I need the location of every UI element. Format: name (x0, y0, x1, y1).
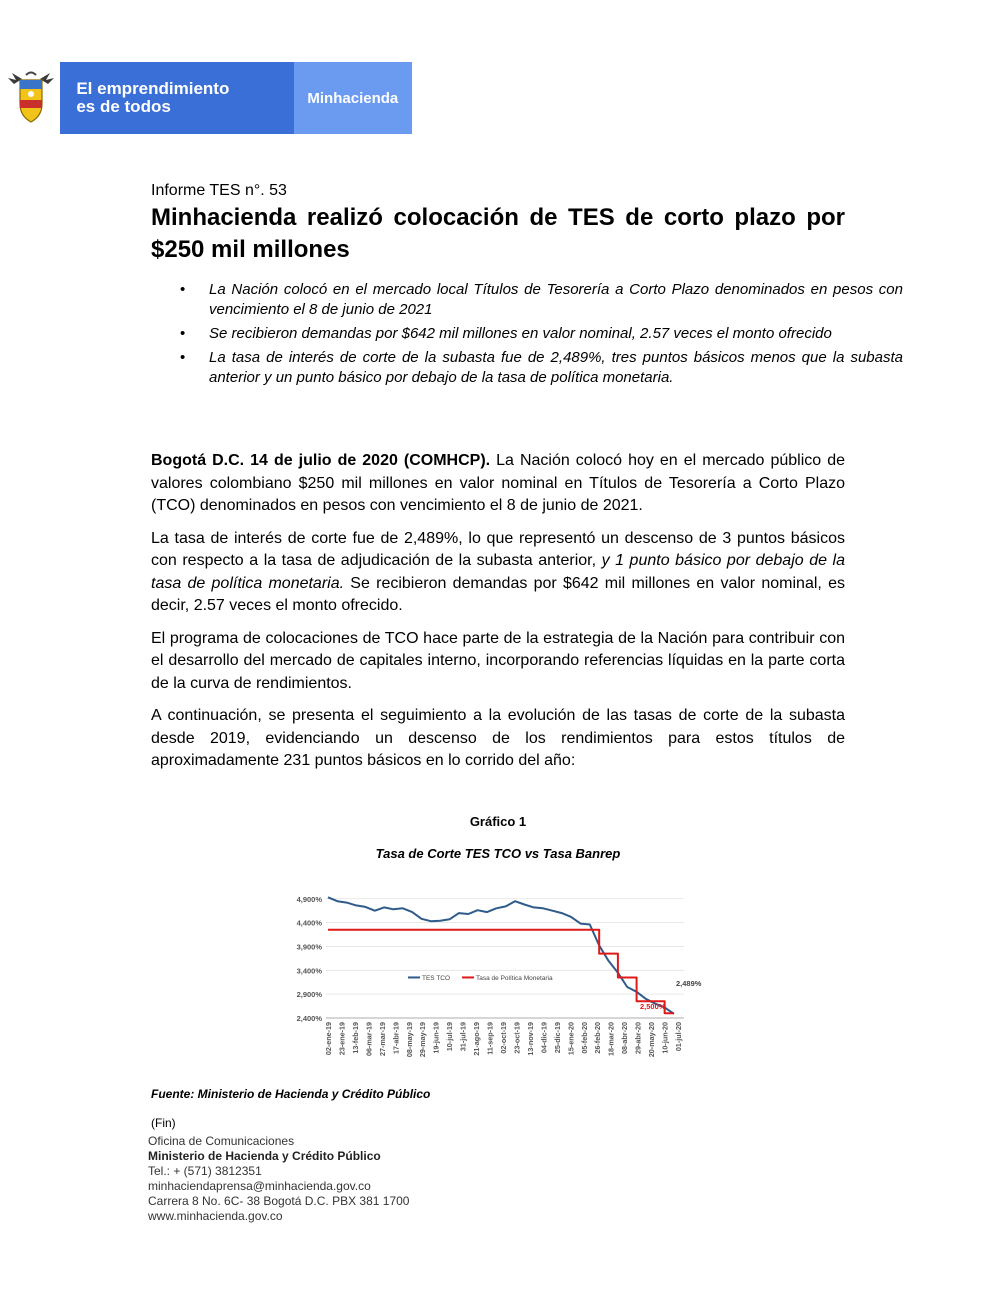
x-tick-label: 26-feb-20 (593, 1022, 603, 1054)
paragraph-2-text-a: La tasa de interés de corte fue de 2,489%, lo que representó un descenso de 3 puntos básicos con respecto a la tasa de adjudicación de la subasta anterior, (151, 529, 845, 569)
rate-chart (288, 880, 708, 1090)
end-value-label: 2,489% (676, 978, 702, 988)
y-tick-label: 3,400% (296, 966, 322, 976)
end-mark: (Fin) (151, 1116, 176, 1130)
slogan-line-1: El emprendimiento (76, 79, 230, 98)
x-tick-label: 31-jul-19 (458, 1022, 468, 1052)
x-tick-label: 02-oct-19 (499, 1022, 508, 1054)
brand-block (294, 62, 412, 134)
y-tick-label: 4,400% (296, 918, 322, 928)
paragraph-1-text: La Nación colocó hoy en el mercado público de valores colombiano $250 mil millones en valor nominal en Títulos de Tesorería a Corto Plazo (TCO) denominados en pesos con vencimiento el 8 de junio de 2021. (151, 452, 846, 514)
x-tick-label: 29-abr-20 (633, 1022, 643, 1054)
paragraph-2 (151, 528, 845, 618)
contact-website: www.minhacienda.gov.co (148, 1209, 283, 1223)
brand-name: Minhacienda (307, 89, 399, 107)
x-tick-label: 20-may-20 (647, 1022, 657, 1058)
chart-label: Gráfico 1 (469, 814, 527, 829)
series-line-tes-tco (328, 897, 674, 1014)
source-note: Fuente: Ministerio de Hacienda y Crédito Público (151, 1087, 431, 1101)
x-tick-label: 11-sep-19 (485, 1022, 495, 1055)
x-tick-label: 06-mar-19 (364, 1022, 374, 1056)
chart-title: Tasa de Corte TES TCO vs Tasa Banrep (375, 846, 621, 861)
x-tick-label: 23-oct-19 (512, 1022, 522, 1054)
slogan-line-2: es de todos (76, 97, 171, 116)
bullet-item: • Se recibieron demandas por $642 mil millones en valor nominal, 2.57 veces el monto ofrecido (209, 324, 903, 344)
x-tick-label: 25-dic-19 (552, 1022, 562, 1054)
paragraph-3: El programa de colocaciones de TCO hace parte de la estrategia de la Nación para contribuir con el desarrollo del mercado de capitales interno, incorporando referencias líquidas en la parte corta de la curva de rendimientos. (151, 629, 845, 692)
contact-phone: Tel.: + (571) 3812351 (148, 1164, 262, 1178)
contact-address: Carrera 8 No. 6C- 38 Bogotá D.C. PBX 381 1700 (148, 1194, 410, 1208)
x-tick-label: 08-abr-20 (620, 1022, 630, 1054)
bullet-item: • La Nación colocó en el mercado local Títulos de Tesorería a Corto Plazo denominados en pesos con vencimiento el 8 de junio de 2021 (209, 280, 903, 320)
x-tick-label: 10-jun-20 (660, 1022, 670, 1054)
contact-office: Oficina de Comunicaciones (148, 1134, 295, 1148)
x-tick-label: 04-dic-19 (539, 1022, 549, 1054)
bullet-item: • La tasa de interés de corte de la subasta fue de 2,489%, tres puntos básicos menos que la subasta anterior y un punto básico por debajo de la tasa de política monetaria. (209, 348, 903, 388)
y-tick-label: 3,900% (296, 942, 322, 952)
legend-label: Tasa de Política Monetaria (476, 974, 553, 982)
x-tick-label: 10-jul-19 (445, 1022, 455, 1052)
x-tick-label: 08-may-19 (404, 1022, 414, 1058)
x-tick-label: 23-ene-19 (337, 1022, 347, 1056)
series-line-policy-rate (328, 930, 674, 1013)
x-tick-label: 05-feb-20 (579, 1022, 589, 1054)
end-value-label: 2,500% (640, 1002, 666, 1012)
paragraph-2-text-b: Se recibieron demandas por $642 mil millones en valor nominal, es decir, 2.57 veces el monto ofrecido. (151, 574, 845, 614)
summary-bullets (151, 280, 903, 392)
x-tick-label: 29-may-19 (418, 1022, 428, 1058)
page-title: Minhacienda realizó colocación de TES de corto plazo por $250 mil millones (151, 204, 845, 263)
contact-ministry: Ministerio de Hacienda y Crédito Público (148, 1149, 381, 1163)
contact-block (148, 1134, 409, 1224)
paragraph-2-italic: y 1 punto básico por debajo de la tasa de política monetaria. (151, 552, 845, 592)
paragraph-4: A continuación, se presenta el seguimiento a la evolución de las tasas de corte de la subasta desde 2019, evidenciando un descenso de los rendimientos para estos títulos de aproximadamente 231 puntos básicos en lo corrido del año: (151, 707, 845, 769)
y-tick-label: 2,400% (296, 1014, 322, 1023)
report-number: Informe TES n°. 53 (151, 182, 287, 199)
x-tick-label: 13-nov-19 (525, 1022, 535, 1056)
x-tick-label: 13-feb-19 (350, 1022, 360, 1054)
x-tick-label: 01-jul-20 (674, 1022, 683, 1052)
body (151, 450, 845, 773)
colombia-crest-icon (6, 70, 56, 126)
header-banner (2, 62, 412, 134)
x-tick-label: 21-ago-19 (472, 1022, 482, 1056)
slogan (76, 80, 229, 116)
legend-label: TES TCO (422, 974, 451, 982)
slogan-block (60, 62, 293, 134)
contact-email: minhaciendaprensa@minhacienda.gov.co (148, 1179, 371, 1193)
paragraph-1 (151, 450, 845, 518)
x-tick-label: 27-mar-19 (377, 1022, 387, 1056)
dateline: Bogotá D.C. 14 de julio de 2020 (COMHCP). (151, 452, 491, 469)
x-tick-label: 18-mar-20 (606, 1022, 616, 1056)
x-tick-label: 19-jun-19 (431, 1022, 441, 1054)
crest-logo (2, 62, 60, 134)
x-tick-label: 15-ene-20 (566, 1022, 576, 1056)
y-tick-label: 2,900% (296, 990, 322, 1000)
y-tick-label: 4,900% (296, 894, 322, 904)
x-tick-label: 17-abr-19 (391, 1022, 401, 1054)
x-tick-label: 02-ene-19 (324, 1022, 333, 1056)
